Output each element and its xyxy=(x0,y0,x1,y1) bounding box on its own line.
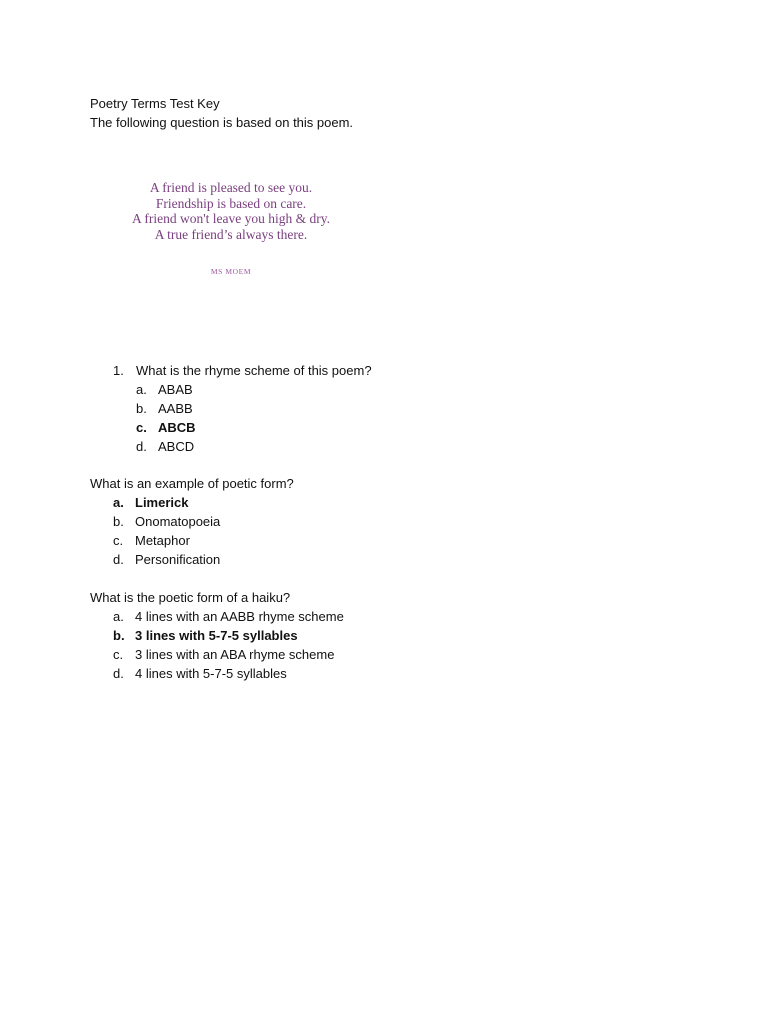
question-1-text: What is the rhyme scheme of this poem? xyxy=(136,363,372,378)
answer-option xyxy=(113,493,433,512)
question-2-text: What is an example of poetic form? xyxy=(90,476,294,491)
option-letter: c. xyxy=(113,533,124,548)
option-letter: d. xyxy=(113,666,124,681)
question-3-options xyxy=(113,607,453,683)
option-text: ABCD xyxy=(158,439,195,454)
option-letter: a. xyxy=(113,609,124,624)
option-letter: c. xyxy=(113,647,124,662)
document-title: Poetry Terms Test Key xyxy=(90,96,220,111)
option-letter: b. xyxy=(136,401,147,416)
option-letter: b. xyxy=(113,514,124,529)
answer-option xyxy=(136,418,436,437)
poem-image xyxy=(100,180,362,242)
answer-option xyxy=(113,512,433,531)
option-letter: c. xyxy=(136,420,147,435)
option-letter: a. xyxy=(136,382,147,397)
option-text: ABAB xyxy=(158,382,193,397)
option-text: AABB xyxy=(158,401,193,416)
answer-option xyxy=(113,531,433,550)
question-1-options xyxy=(136,380,436,456)
option-text: 4 lines with 5-7-5 syllables xyxy=(135,666,287,681)
question-1-number: 1. xyxy=(113,363,124,378)
answer-option xyxy=(113,645,453,664)
answer-option xyxy=(113,607,453,626)
answer-option xyxy=(113,626,453,645)
poem-line: A friend is pleased to see you. xyxy=(149,180,313,195)
answer-option xyxy=(113,550,433,569)
intro-text: The following question is based on this poem. xyxy=(90,115,354,130)
answer-option xyxy=(136,399,436,418)
poem-signature: MS MOEM xyxy=(210,267,252,276)
option-text: 3 lines with 5-7-5 syllables xyxy=(135,628,298,643)
option-letter: a. xyxy=(113,495,124,510)
answer-option xyxy=(136,380,436,399)
question-2-options xyxy=(113,493,433,569)
option-letter: d. xyxy=(136,439,147,454)
option-text: Personification xyxy=(135,552,221,567)
poem-line: A true friend’s always there. xyxy=(154,226,308,242)
option-letter: b. xyxy=(113,628,125,643)
poem-line: A friend won't leave you high & dry. xyxy=(131,211,331,226)
answer-option xyxy=(113,664,453,683)
poem-line: Friendship is based on care. xyxy=(155,195,307,211)
option-letter: d. xyxy=(113,552,124,567)
answer-option xyxy=(136,437,436,456)
option-text: Onomatopoeia xyxy=(135,514,221,529)
option-text: 3 lines with an ABA rhyme scheme xyxy=(135,647,335,662)
option-text: 4 lines with an AABB rhyme scheme xyxy=(135,609,344,624)
question-3-text: What is the poetic form of a haiku? xyxy=(90,590,291,605)
option-text: ABCB xyxy=(158,420,196,435)
option-text: Metaphor xyxy=(135,533,190,548)
option-text: Limerick xyxy=(135,495,189,510)
